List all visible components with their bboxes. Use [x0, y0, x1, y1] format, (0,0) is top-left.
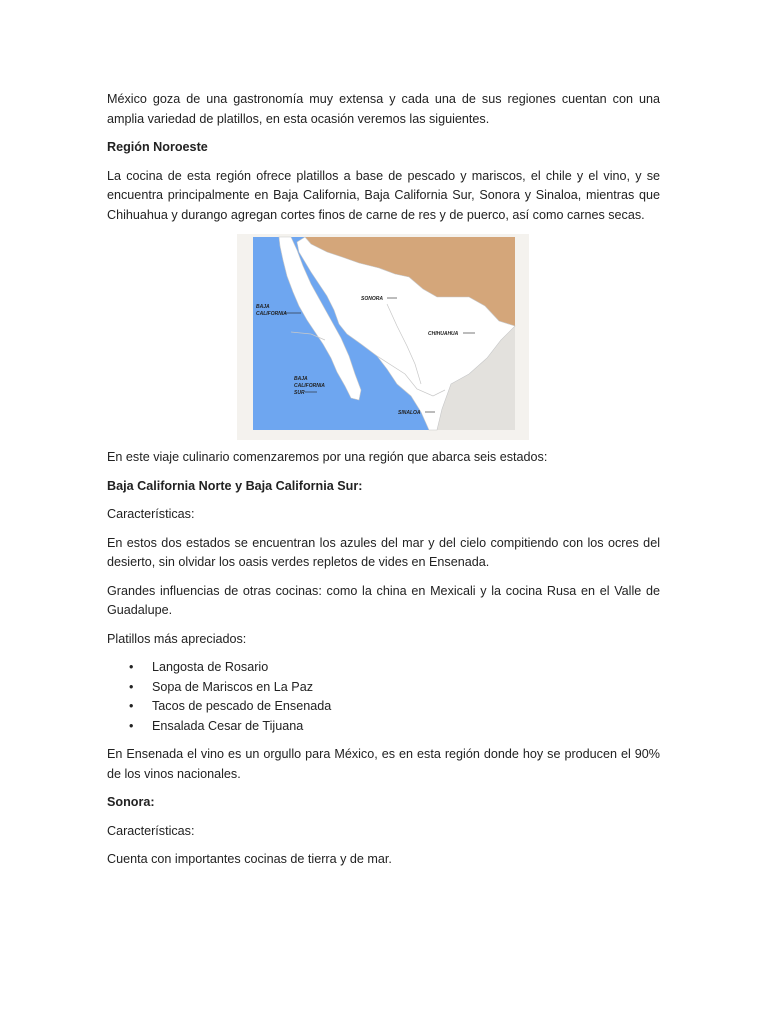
label-chihuahua: CHIHUAHUA: [428, 331, 459, 337]
list-item: [129, 678, 660, 698]
baja-paragraph-2: Grandes influencias de otras cocinas: como la china en Mexicali y la cocina Rusa en el Valle de Guadalupe.: [107, 583, 660, 617]
region-paragraph: La cocina de esta región ofrece platillos a base de pescado y mariscos, el chile y el vino, y se encuentra principalmente en Baja California, Baja California Sur, Sonora y Sinaloa, mientras que Chihuahua y durango agregan cortes finos de carne de res y de puerco, así como carnes secas.: [107, 168, 660, 222]
region-heading: Región Noroeste: [107, 140, 208, 154]
document-page: [107, 90, 660, 879]
bullet-icon: •: [129, 679, 134, 694]
dish-name: Ensalada Cesar de Tijuana: [152, 718, 304, 733]
bullet-icon: •: [129, 699, 134, 713]
label-sinaloa: SINALOA: [398, 410, 421, 416]
dish-name: Tacos de pescado de Ensenada: [152, 699, 332, 713]
list-item: [129, 658, 660, 678]
dish-name: Langosta de Rosario: [152, 660, 269, 674]
label-baja-california-2: CALIFORNIA: [256, 311, 287, 317]
bullet-icon: •: [129, 660, 134, 674]
label-baja-california-1: BAJA: [256, 304, 270, 310]
bullet-icon: •: [129, 718, 134, 733]
label-bcs-3: SUR: [294, 390, 305, 396]
label-bcs-2: CALIFORNIA: [294, 383, 325, 389]
baja-heading: Baja California Norte y Baja California Sur:: [107, 478, 363, 493]
list-item: [129, 697, 660, 717]
label-bcs-1: BAJA: [294, 376, 308, 382]
wine-paragraph: En Ensenada el vino es un orgullo para México, es en esta región donde hoy se producen el 90% de los vinos nacionales.: [107, 747, 660, 781]
label-sonora: SONORA: [361, 296, 383, 302]
dishes-label: Platillos más apreciados:: [107, 631, 247, 646]
map-graphic: [237, 234, 529, 440]
sonora-heading: Sonora:: [107, 795, 155, 809]
baja-characteristics-label: Características:: [107, 507, 195, 521]
dish-name: Sopa de Mariscos en La Paz: [152, 679, 314, 694]
sonora-characteristics-label: Características:: [107, 823, 195, 838]
sonora-paragraph: Cuenta con importantes cocinas de tierra y de mar.: [107, 852, 392, 866]
list-item: [129, 717, 660, 737]
northwest-region-map: [237, 234, 529, 440]
baja-paragraph-1: En estos dos estados se encuentran los azules del mar y del cielo compitiendo con los ocres del desierto, sin olvidar los oasis verdes repletos de vides en Ensenada.: [107, 535, 660, 569]
journey-paragraph: En este viaje culinario comenzaremos por una región que abarca seis estados:: [107, 450, 548, 464]
dishes-list: [107, 658, 660, 736]
intro-paragraph: México goza de una gastronomía muy extensa y cada una de sus regiones cuentan con una amplia variedad de platillos, en esta ocasión veremos las siguientes.: [107, 92, 660, 126]
